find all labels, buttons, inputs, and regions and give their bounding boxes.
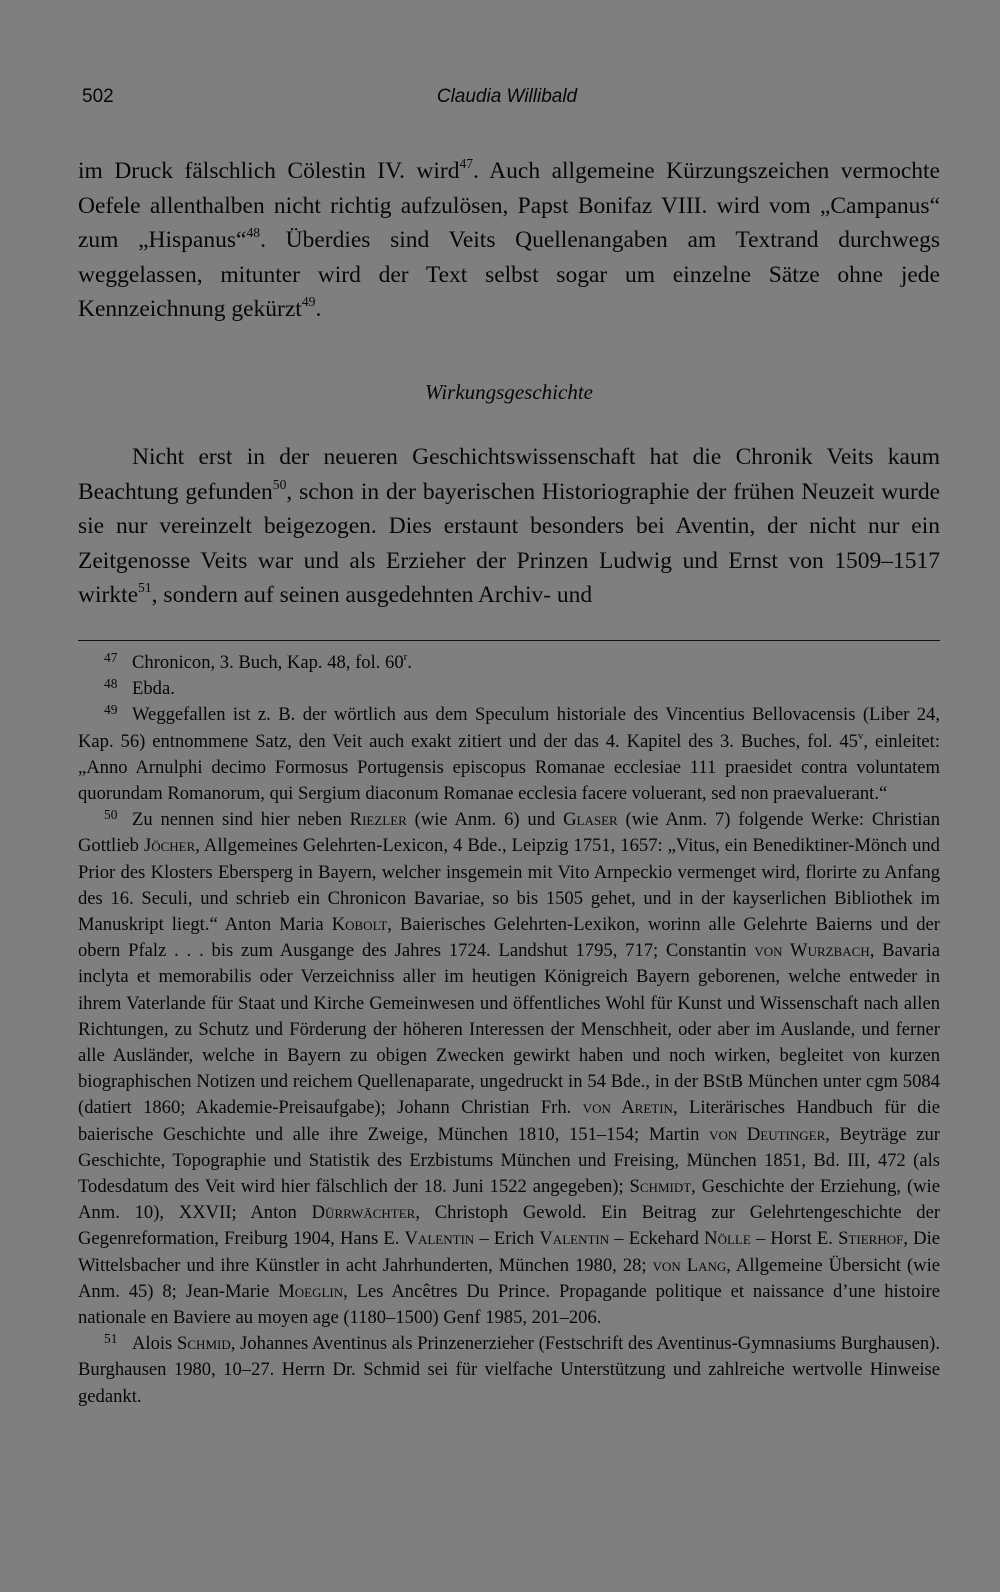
footnote-text: – Eckehard	[609, 1228, 705, 1250]
author-name: von Deutinger	[709, 1123, 826, 1145]
text-span: . Auch allgemeine Kürzungszeichen vermochte Oefele allenthalben nicht richtig aufzulösen, Papst Bonifaz VIII. wird vom „Campanus“ zum „Hispanus“	[78, 158, 940, 254]
footnote-text: Alois	[132, 1333, 178, 1355]
author-name: Nölle	[704, 1228, 751, 1250]
text-span: im Druck fälschlich Cölestin IV. wird	[78, 158, 460, 184]
footnote-ref[interactable]: 47	[459, 155, 474, 171]
folio-marker: v	[857, 729, 864, 742]
footnote-text: (wie Anm. 6) und	[406, 809, 564, 831]
author-name: Stierhof	[838, 1228, 904, 1250]
footnote-divider	[78, 640, 940, 641]
footnote-text: Weggefallen ist z. B. der wörtlich aus dem Speculum historiale des Vincentius Bellovacensis (Liber 24, Kap. 56) entnommene Satz, den Veit auch exakt zitiert und der das 4. Kapitel des 3. Buches, fol. 45	[78, 704, 940, 752]
author-name: Valentin	[404, 1228, 475, 1250]
footnote-text: Zu nennen sind hier neben	[132, 809, 350, 831]
footnote-text: Chronicon, 3. Buch, Kap. 48, fol. 60	[132, 652, 404, 673]
page-number: 502	[82, 86, 114, 107]
footnote-text: , Literärisches Handbuch für die baierische Geschichte und alle ihre Zweige, München 1810, 151–154; Martin	[78, 1097, 940, 1145]
author-name: Glaser	[563, 809, 618, 831]
page-header	[82, 86, 932, 114]
author-name: Jöcher	[143, 835, 196, 857]
footnote-ref[interactable]: 50	[272, 476, 287, 492]
author-name: von Aretin	[582, 1097, 673, 1119]
body-paragraph-1	[78, 154, 940, 327]
footnote-text: – Erich	[474, 1228, 540, 1250]
footnote-text: , Allgemeines Gelehrten-Lexicon, 4 Bde., Leipzig 1751, 1657: „Vitus, ein Benediktiner-Mönch und Prior des Klosters Ebersperg in Bayern, welcher insgemein mit Vito Arnpeckio vermenget wird, florirte zu Anfang des 16. Seculi, und schrieb ein Chronicon Bavariae, so bis 1505 gehet, und in der kayserlichen Bibliothek im Manuskript liegt.“ Anton Maria	[78, 835, 940, 936]
footnote-text: Ebda.	[132, 678, 175, 700]
author-name: Dürrwächter	[311, 1202, 416, 1224]
section-heading: Wirkungsgeschichte	[425, 380, 593, 404]
footnote-ref[interactable]: 51	[138, 580, 152, 596]
author-name: Riezler	[349, 809, 407, 831]
author-name: Moeglin	[278, 1280, 344, 1302]
running-head: Claudia Willibald	[436, 86, 578, 107]
folio-marker: r	[403, 650, 408, 663]
footnote-text: , Die Wittelsbacher und ihre Künstler in acht Jahrhunderten, München 1980, 28;	[78, 1228, 940, 1276]
footnotes	[78, 650, 940, 1410]
footnote-ref[interactable]: 49	[301, 294, 316, 310]
text-span: , schon in der bayerischen Historiographie der frühen Neuzeit wurde sie nur vereinzelt beigezogen. Dies erstaunt besonders bei Aventin, der nicht nur ein Zeitgenosse Veits war und als Erzieher der Prinzen Ludwig und Ernst von 1509–1517 wirkte	[78, 478, 940, 609]
footnote-text: .	[407, 652, 412, 673]
footnote-text: – Horst E.	[750, 1228, 839, 1250]
footnote-50: 50 Zu nennen sind hier neben Riezler (wie Anm. 6) und Glaser (wie Anm. 7) folgende Werke: Christian Gottlieb Jöcher, Allgemeines Gelehrten-Lexicon, 4 Bde., Leipzig 1751, 1657: „Vitus, ein Benediktiner-Mönch und Prior des Klosters Ebersperg in Bayern, welcher insgemein mit Vito Arnpeckio vermenget wird, florirte zu Anfang des 16. Seculi, und schrieb ein Chronicon Bavariae, so bis 1505 gehet, und in der kayserlichen Bibliothek im Manuskript liegt.“ Anton Maria Kobolt, Baierisches Gelehrten-Lexikon, worinn alle Gelehrte Baierns und der obern Pfalz . . . bis zum Ausgange des Jahres 1724. Landshut 1795, 717; Constantin von Wurzbach, Bavaria inclyta et memorabilis oder Verzeichniss aller im heutigen Königreich Bayern geborenen, welche entweder in ihrem Vaterlande für Staat und Kirche Gemeinwesen und öffentliches Wohl für Kunst und Wissenschaft nach allen Richtungen, zu Schutz und Förderung der höheren Interessen der Menschheit, oder aber im Auslande, und ferner alle Ausländer, welche in Bayern zu obigen Zwecken gewirkt haben und noch wirken, begleitet von kurzen biographischen Notizen und reichem Quellenaparate, ungedruckt in 54 Bde., in der BStB München unter cgm 5084 (datiert 1860; Akademie-Preisaufgabe); Johann Christian Frh. von Aretin, Literärisches Handbuch für die baierische Geschichte und alle ihre Zweige, München 1810, 151–154; Martin von Deutinger, Beyträge zur Geschichte, Topographie und Statistik des Erzbistums München und Freising, München 1851, Bd. III, 472 (als Todesdatum des Veit wird hier fälschlich der 18. Juni 1522 angegeben); Schmidt, Geschichte der Erziehung, (wie Anm. 10), XXVII; Anton Dürrwächter, Christoph Gewold. Ein Beitrag zur Gelehrtengeschichte der Gegenreformation, Freiburg 1904, Hans E. Valentin – Erich Valentin – Eckehard Nölle – Horst E. Stierhof, Die Wittelsbacher und ihre Künstler in acht Jahrhunderten, München 1980, 28; von Lang, Allgemeine Übersicht (wie Anm. 45) 8; Jean-Marie Moeglin, Les Ancêtres Du Prince. Propagande politique et naissance d’une histoire nationale en Baviere au moyen age (1180–1500) Genf 1985, 201–206.	[78, 807, 941, 1329]
author-name: Schmidt	[629, 1176, 692, 1198]
footnote-text: , Johannes Aventinus als Prinzenerzieher (Festschrift des Aventinus-Gymnasiums Burghausen). Burghausen 1980, 10–27. Herrn Dr. Schmid sei für vielfache Unterstützung und zahlreiche wertvolle Hinweise gedankt.	[78, 1333, 940, 1407]
text-span: , sondern auf seinen ausgedehnten Archiv- und	[151, 582, 593, 609]
author-name: Kobolt	[331, 914, 388, 936]
footnote-text: , Les Ancêtres Du Prince. Propagande politique et naissance d’une histoire nationale en Baviere au moyen age (1180–1500) Genf 1985, 201–206.	[78, 1280, 940, 1329]
author-name: Schmid	[177, 1333, 231, 1355]
footnote-51: 51 Alois Schmid, Johannes Aventinus als Prinzenerzieher (Festschrift des Aventinus-Gymnasiums Burghausen). Burghausen 1980, 10–27. Herrn Dr. Schmid sei für vielfache Unterstützung und zahlreiche wertvolle Hinweise gedankt.	[78, 1331, 940, 1407]
footnote-47: 47 Chronicon, 3. Buch, Kap. 48, fol. 60$^r$.	[104, 649, 412, 673]
footnote-text: , Baierisches Gelehrten-Lexikon, worinn alle Gelehrte Baierns und der obern Pfalz . . . bis zum Ausgange des Jahres 1724. Landshut 1795, 717; Constantin	[78, 914, 940, 962]
footnote-48: 48 Ebda.	[104, 676, 175, 700]
footnote-text: , Geschichte der Erziehung, (wie Anm. 10), XXVII; Anton	[78, 1176, 940, 1224]
footnote-49: 49 Weggefallen ist z. B. der wörtlich aus dem Speculum historiale des Vincentius Bellovacensis (Liber 24, Kap. 56) entnommene Satz, den Veit auch exakt zitiert und der das 4. Kapitel des 3. Buches, fol. 45$^v$, einleitet: „Anno Arnulphi decimo Formosus Portugensis episcopus Romanae ecclesiae 111 praesidet contra voluntatem quorundam Romanorum, qui Sergium diaconum Romanae ecclesia facere voluerant, sed non praevaluerant.“	[78, 702, 940, 805]
footnote-ref[interactable]: 48	[246, 224, 261, 240]
footnote-text: , Beyträge zur Geschichte, Topographie und Statistik des Erzbistums München und Freising, München 1851, Bd. III, 472 (als Todesdatum des Veit wird hier fälschlich der 18. Juni 1522 angegeben);	[78, 1123, 940, 1198]
footnote-text: , Allgemeine Übersicht (wie Anm. 45) 8; Jean-Marie	[78, 1254, 940, 1302]
footnote-text: (wie Anm. 7) folgende Werke: Christian Gottlieb	[78, 809, 940, 857]
body-paragraph-2	[78, 440, 940, 613]
text-span: Nicht erst in der neueren Geschichtswissenschaft hat die Chronik Veits kaum Beachtung gefunden	[78, 444, 940, 505]
author-name: von Lang	[652, 1254, 727, 1276]
footnote-text: , Bavaria inclyta et memorabilis oder Verzeichniss aller im heutigen Königreich Bayern geborenen, welche entweder in ihrem Vaterlande für Staat und Kirche Gemeinwesen und öffentliches Wohl für Kunst und Wissenschaft nach allen Richtungen, zu Schutz und Förderung der höheren Interessen der Menschheit, oder aber im Auslande, und ferner alle Ausländer, welche in Bayern zu obigen Zwecken gewirkt haben und noch wirken, begleitet von kurzen biographischen Notizen und reichem Quellenaparate, ungedruckt in 54 Bde., in der BStB München unter cgm 5084 (datiert 1860; Akademie-Preisaufgabe); Johann Christian Frh.	[78, 940, 940, 1119]
text-span: . Überdies sind Veits Quellenangaben am Textrand durchwegs weggelassen, mitunter wird der Text selbst sogar um einzelne Sätze ohne jede Kennzeichnung gekürzt	[78, 227, 941, 323]
text-span: .	[315, 296, 322, 323]
footnote-text: , einleitet: „Anno Arnulphi decimo Formosus Portugensis episcopus Romanae ecclesiae 111 praesidet contra voluntatem quorundam Romanorum, qui Sergium diaconum Romanae ecclesia facere voluerant, sed non praevaluerant.“	[78, 730, 940, 805]
footnote-text: , Christoph Gewold. Ein Beitrag zur Gelehrtengeschichte der Gegenreformation, Freiburg 1904, Hans E.	[78, 1202, 941, 1250]
author-name: Valentin	[539, 1228, 610, 1250]
author-name: von Wurzbach	[754, 940, 870, 962]
